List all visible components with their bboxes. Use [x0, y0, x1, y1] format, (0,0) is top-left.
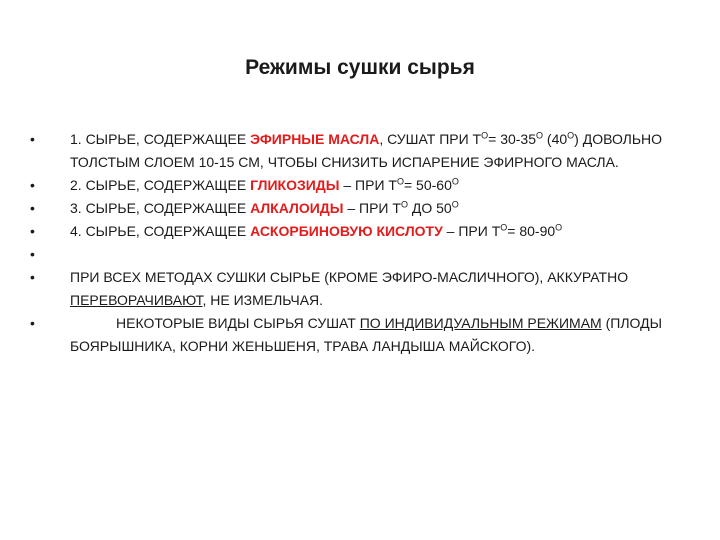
bullet-list	[30, 128, 680, 358]
item-text: 3. СЫРЬЕ, СОДЕРЖАЩЕЕ	[70, 200, 251, 216]
item-text: (40	[543, 131, 568, 147]
highlight-text: АЛКАЛОИДЫ	[250, 200, 344, 216]
slide-title: Режимы сушки сырья	[245, 56, 475, 79]
item-text: , СУШАТ ПРИ Т	[379, 131, 482, 147]
item-text: 2. СЫРЬЕ, СОДЕРЖАЩЕЕ	[70, 177, 251, 193]
degree-mark: О	[400, 199, 408, 210]
degree-mark: О	[555, 222, 563, 233]
item-text: – ПРИ Т	[343, 200, 401, 216]
item-text: , НЕ ИЗМЕЛЬЧАЯ.	[202, 292, 324, 308]
degree-mark: О	[396, 176, 404, 187]
item-text: ПРИ ВСЕХ МЕТОДАХ СУШКИ СЫРЬЕ (КРОМЕ ЭФИРО-МАСЛИЧНОГО), АККУРАТНО	[70, 269, 629, 285]
bullet-icon: •	[30, 315, 35, 331]
item-text: ДО 50	[407, 200, 452, 216]
bullet-icon: •	[30, 246, 35, 262]
item-text: (ПЛОДЫ БОЯРЫШНИКА, КОРНИ ЖЕНЬШЕНЯ, ТРАВА ЛАНДЫША МАЙСКОГО).	[70, 315, 662, 354]
list-item	[30, 266, 680, 312]
bullet-icon: •	[30, 131, 35, 147]
bullet-icon: •	[30, 177, 35, 193]
highlight-text: АСКОРБИНОВУЮ КИСЛОТУ	[250, 223, 443, 239]
item-text: = 30-35	[488, 131, 536, 147]
list-item	[30, 197, 680, 220]
degree-mark: О	[500, 222, 508, 233]
degree-mark: О	[567, 130, 575, 141]
list-item-empty	[30, 243, 680, 266]
list-item	[30, 128, 680, 174]
list-item	[30, 174, 680, 197]
item-text: 4. СЫРЬЕ, СОДЕРЖАЩЕЕ	[70, 223, 251, 239]
degree-mark: О	[451, 176, 459, 187]
item-text: – ПРИ Т	[339, 177, 397, 193]
degree-mark: О	[451, 199, 459, 210]
item-text: НЕКОТОРЫЕ ВИДЫ СЫРЬЯ СУШАТ	[116, 315, 360, 331]
list-item	[30, 220, 680, 243]
item-text: ) ДОВОЛЬНО ТОЛСТЫМ СЛОЕМ 10-15 СМ, ЧТОБЫ СНИЗИТЬ ИСПАРЕНИЕ ЭФИРНОГО МАСЛА.	[70, 131, 663, 170]
item-text: = 50-60	[403, 177, 452, 193]
bullet-icon: •	[30, 269, 35, 285]
bullet-icon: •	[30, 223, 35, 239]
underlined-text: ПО ИНДИВИДУАЛЬНЫМ РЕЖИМАМ	[359, 315, 602, 331]
item-text: – ПРИ Т	[442, 223, 501, 239]
underlined-text: ПЕРЕВОРАЧИВАЮТ	[70, 292, 203, 308]
item-text: 1. СЫРЬЕ, СОДЕРЖАЩЕЕ	[70, 131, 251, 147]
highlight-text: ГЛИКОЗИДЫ	[250, 177, 340, 193]
highlight-text: ЭФИРНЫЕ МАСЛА	[250, 131, 380, 147]
item-text: = 80-90	[507, 223, 556, 239]
degree-mark: О	[536, 130, 544, 141]
list-item	[30, 312, 680, 358]
degree-mark: О	[481, 130, 489, 141]
bullet-icon: •	[30, 200, 35, 216]
